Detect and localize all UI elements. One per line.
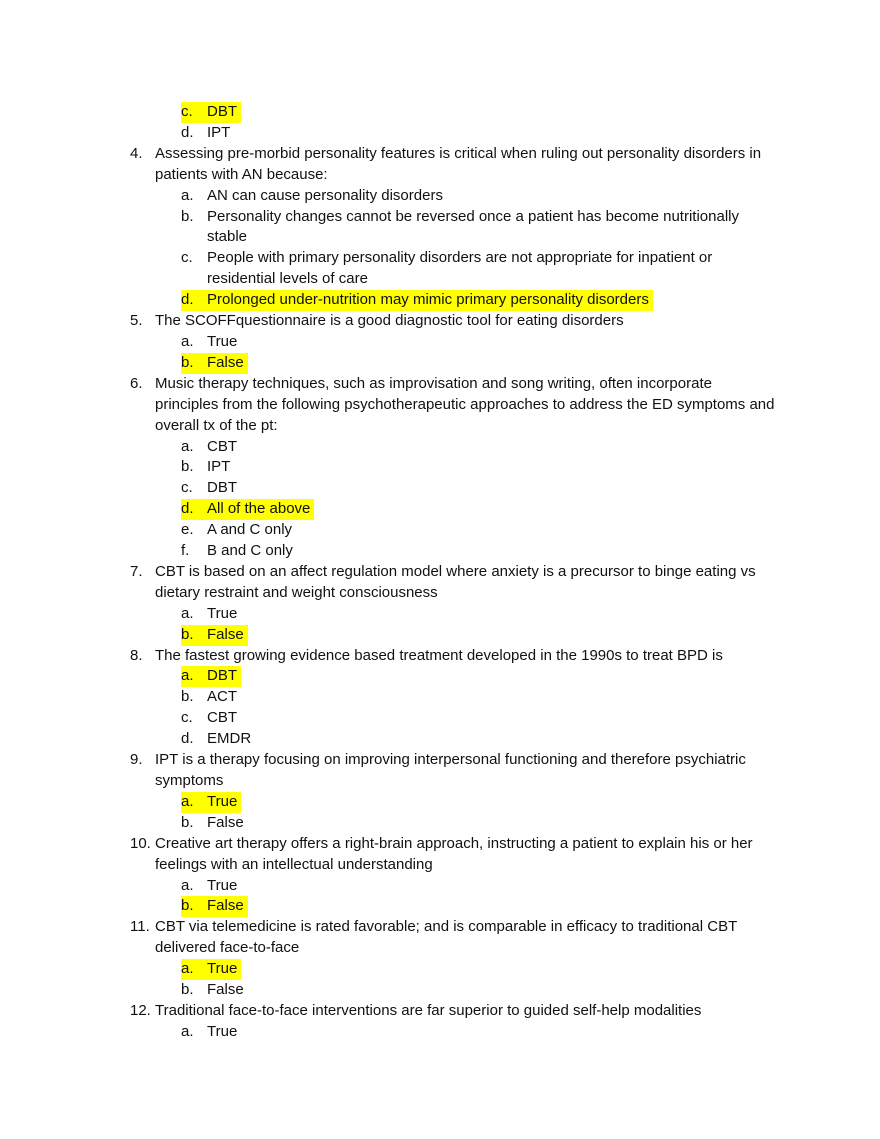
option-row: [181, 959, 776, 980]
option-row: [181, 499, 776, 520]
option-letter: d.: [181, 500, 194, 518]
option-text: CBT: [207, 437, 237, 455]
option-row: [181, 186, 776, 207]
option-row: [181, 792, 776, 813]
option-content: [181, 332, 241, 353]
option-text: False: [207, 897, 244, 915]
option-row: [181, 729, 776, 750]
option-row: [181, 520, 776, 541]
option-row: [181, 102, 776, 123]
option-content: [181, 876, 241, 897]
question-text: Assessing pre-morbid personality features is critical when ruling out personality disorders in patients with AN because:: [155, 144, 762, 183]
question-number: 9.: [130, 751, 143, 769]
option-content: [181, 604, 241, 625]
question-text: CBT is based on an affect regulation model where anxiety is a precursor to binge eating vs dietary restraint and weight consciousness: [155, 562, 756, 601]
option-text: True: [207, 792, 238, 810]
option-text: IPT: [207, 458, 231, 476]
question-text: CBT via telemedicine is rated favorable; and is comparable in efficacy to traditional CBT delivered face-to-face: [155, 918, 737, 957]
question-text: The SCOFFquestionnaire is a good diagnostic tool for eating disorders: [155, 312, 624, 330]
option-row: [181, 687, 776, 708]
option-letter: c.: [181, 479, 193, 497]
option-text: DBT: [207, 667, 237, 685]
option-row: [181, 123, 776, 144]
option-row: [181, 708, 776, 729]
option-row: [181, 604, 776, 625]
option-text: True: [207, 960, 238, 978]
option-letter: b.: [181, 813, 194, 831]
option-row: [181, 248, 776, 290]
option-row: [181, 813, 776, 834]
option-content: [181, 123, 234, 144]
option-row: [181, 625, 776, 646]
option-text: DBT: [207, 479, 237, 497]
option-letter: a.: [181, 332, 194, 350]
option-letter: c.: [181, 249, 193, 267]
option-letter: a.: [181, 186, 194, 204]
orphan-options-block: [155, 102, 776, 144]
option-text: EMDR: [207, 730, 252, 748]
option-row: [181, 437, 776, 458]
question-number: 4.: [130, 144, 143, 162]
option-content: [181, 478, 241, 499]
option-text: A and C only: [207, 521, 293, 539]
option-text: False: [207, 625, 244, 643]
option-content: [181, 248, 776, 290]
question-item: [130, 917, 776, 1001]
option-text: AN can cause personality disorders: [207, 186, 443, 204]
option-text: Prolonged under-nutrition may mimic primary personality disorders: [207, 291, 649, 309]
question-body: [155, 1001, 776, 1043]
option-letter: e.: [181, 521, 194, 539]
option-row: [181, 1022, 776, 1043]
option-content: [181, 708, 241, 729]
option-highlighted: [181, 102, 241, 123]
option-letter: b.: [181, 458, 194, 476]
option-highlighted: [181, 353, 248, 374]
option-letter: b.: [181, 207, 194, 225]
option-text: People with primary personality disorders are not appropriate for inpatient or residential levels of care: [207, 249, 713, 288]
option-letter: b.: [181, 353, 194, 371]
question-body: [155, 750, 776, 834]
option-text: ACT: [207, 688, 237, 706]
question-item: [130, 374, 776, 562]
option-text: IPT: [207, 123, 231, 141]
option-row: [181, 896, 776, 917]
option-content: [181, 520, 296, 541]
option-row: [181, 353, 776, 374]
option-text: False: [207, 813, 244, 831]
option-letter: a.: [181, 667, 194, 685]
question-number: 5.: [130, 312, 143, 330]
option-content: [181, 687, 241, 708]
option-row: [181, 980, 776, 1001]
question-number: 6.: [130, 374, 143, 392]
option-letter: c.: [181, 709, 193, 727]
question-number: 8.: [130, 646, 143, 664]
option-content: [181, 457, 234, 478]
option-text: All of the above: [207, 500, 311, 518]
option-highlighted: [181, 290, 653, 311]
option-letter: a.: [181, 960, 194, 978]
option-content: [181, 541, 297, 562]
option-content: [181, 1022, 241, 1043]
option-highlighted: [181, 499, 314, 520]
option-letter: d.: [181, 730, 194, 748]
question-list: [130, 144, 776, 1043]
question-body: [155, 646, 776, 751]
question-text: Traditional face-to-face interventions are far superior to guided self-help modalities: [155, 1001, 702, 1019]
option-content: [181, 729, 255, 750]
option-text: True: [207, 876, 238, 894]
option-letter: a.: [181, 876, 194, 894]
option-row: [181, 478, 776, 499]
option-row: [181, 876, 776, 897]
option-text: True: [207, 1022, 238, 1040]
option-text: False: [207, 353, 244, 371]
question-item: [130, 750, 776, 834]
question-number: 12.: [130, 1001, 151, 1019]
option-letter: d.: [181, 123, 194, 141]
option-text: B and C only: [207, 542, 293, 560]
question-item: [130, 834, 776, 918]
option-text: DBT: [207, 103, 237, 120]
question-body: [155, 374, 776, 562]
option-row: [181, 666, 776, 687]
option-content: [181, 813, 248, 834]
question-text: Creative art therapy offers a right-brain approach, instructing a patient to explain his or her feelings with an intellectual understanding: [155, 834, 753, 873]
option-row: [181, 290, 776, 311]
option-row: [181, 332, 776, 353]
question-item: [130, 562, 776, 646]
question-number: 7.: [130, 562, 143, 580]
option-letter: b.: [181, 981, 194, 999]
option-content: [181, 207, 776, 249]
option-content: [181, 186, 447, 207]
question-body: [155, 562, 776, 646]
option-row: [181, 541, 776, 562]
option-highlighted: [181, 666, 241, 687]
question-number: 11.: [130, 918, 150, 936]
option-row: [181, 457, 776, 478]
option-letter: a.: [181, 604, 194, 622]
option-highlighted: [181, 896, 248, 917]
question-item: [130, 144, 776, 311]
option-highlighted: [181, 792, 241, 813]
question-text: The fastest growing evidence based treatment developed in the 1990s to treat BPD is: [155, 646, 723, 664]
option-letter: b.: [181, 688, 194, 706]
question-text: Music therapy techniques, such as improvisation and song writing, often incorporate principles from the following psychotherapeutic approaches to address the ED symptoms and overall tx of the pt:: [155, 374, 775, 434]
option-text: False: [207, 981, 244, 999]
option-letter: a.: [181, 1022, 194, 1040]
option-letter: b.: [181, 625, 194, 643]
question-text: IPT is a therapy focusing on improving interpersonal functioning and therefore psychiatric symptoms: [155, 751, 746, 789]
option-letter: d.: [181, 291, 194, 309]
option-content: [181, 437, 241, 458]
option-text: CBT: [207, 709, 237, 727]
option-letter: c.: [181, 103, 193, 120]
option-text: True: [207, 604, 238, 622]
question-body: [155, 144, 776, 311]
option-row: [181, 207, 776, 249]
question-item: [130, 311, 776, 374]
option-highlighted: [181, 959, 241, 980]
question-body: [155, 917, 776, 1001]
question-number: 10.: [130, 834, 151, 852]
option-letter: f.: [181, 542, 190, 560]
question-body: [155, 834, 776, 918]
option-letter: b.: [181, 897, 194, 915]
option-content: [181, 980, 248, 1001]
question-body: [155, 311, 776, 374]
option-text: True: [207, 332, 238, 350]
option-letter: a.: [181, 437, 194, 455]
option-highlighted: [181, 625, 248, 646]
option-letter: a.: [181, 792, 194, 810]
question-item: [130, 646, 776, 751]
option-text: Personality changes cannot be reversed once a patient has become nutritionally stable: [207, 207, 739, 246]
question-item: [130, 1001, 776, 1043]
